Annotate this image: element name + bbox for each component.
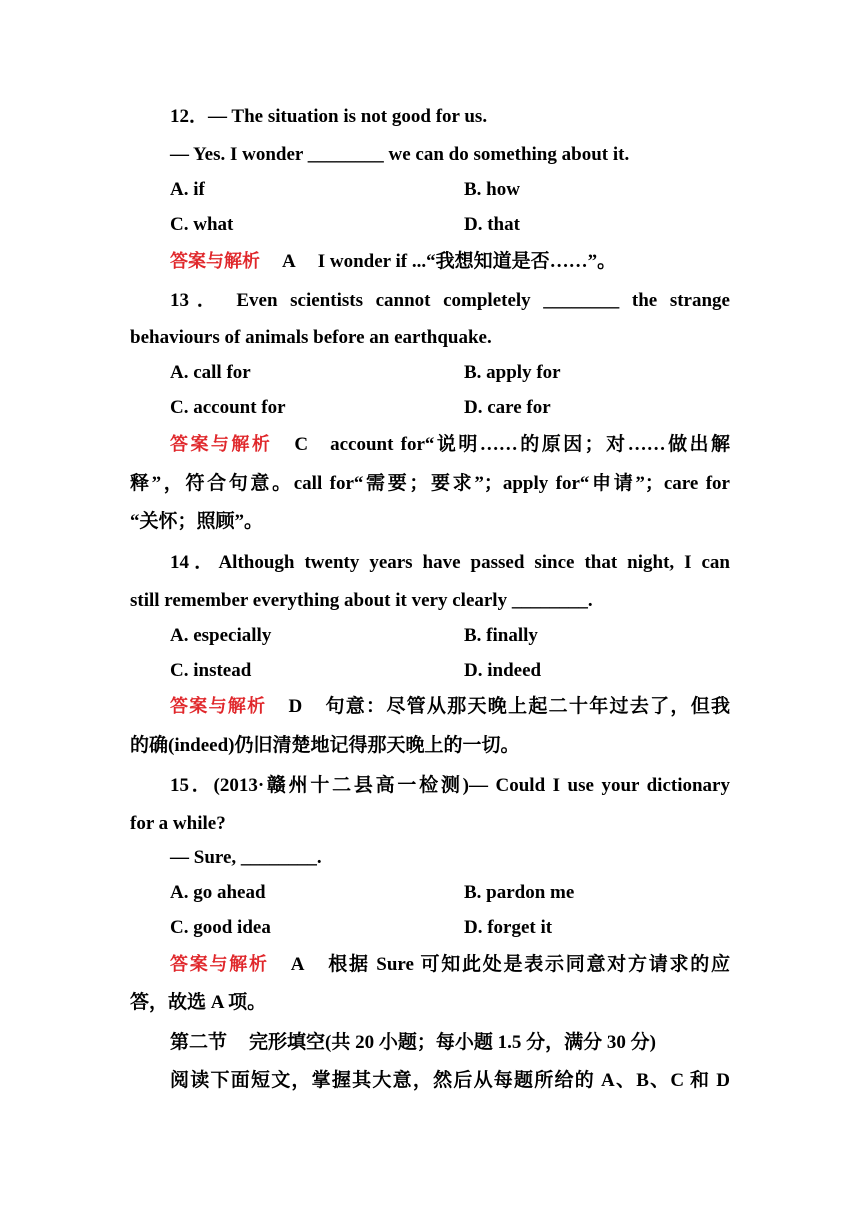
question-15-stem-line3: — Sure, ________. — [170, 847, 322, 868]
section-heading — [170, 1031, 656, 1055]
question-14-option-c: C. instead — [170, 660, 252, 681]
question-15-stem: 15．(2013·赣州十二县高一检测)— Could I use your dictionary — [170, 775, 730, 796]
question-13-option-a: A. call for — [170, 362, 251, 383]
section-number: 第二节 — [170, 1032, 228, 1053]
question-13-option-c: C. account for — [170, 397, 286, 418]
question-14-stem: 14．Although twenty years have passed since that night, I can — [170, 552, 730, 573]
answer-label: 答案与解析 — [170, 251, 260, 272]
question-15-option-b: B. pardon me — [464, 882, 575, 903]
question-12-option-b: B. how — [464, 179, 520, 200]
answer-explanation: I wonder if ...“我想知道是否……”。 — [317, 251, 617, 272]
question-12-option-a: A. if — [170, 179, 205, 200]
question-15-option-a: A. go ahead — [170, 882, 266, 903]
question-12-answer — [170, 250, 616, 274]
answer-letter: D — [288, 696, 303, 717]
question-13-answer — [170, 433, 730, 457]
question-13-answer-line2: 释”，符合句意。call for“需要；要求”；apply for“申请”；care for — [130, 473, 730, 494]
answer-letter: A — [282, 251, 296, 272]
answer-explanation: 根据 Sure 可知此处是表示同意对方请求的应 — [326, 954, 730, 975]
question-15-stem-line2: for a while? — [130, 813, 226, 834]
section-title: 完形填空(共 20 小题；每小题 1.5 分，满分 30 分) — [249, 1032, 656, 1053]
question-12-option-c: C. what — [170, 214, 234, 235]
answer-label: 答案与解析 — [170, 434, 273, 455]
question-15-option-c: C. good idea — [170, 917, 271, 938]
question-14-option-d: D. indeed — [464, 660, 542, 681]
question-13-stem: 13． Even scientists cannot completely ________ the strange — [170, 290, 730, 311]
question-14-answer — [170, 695, 730, 719]
question-15-answer — [170, 953, 730, 977]
question-12-stem-line2: — Yes. I wonder ________ we can do something about it. — [170, 144, 630, 165]
question-14-stem-line2: still remember everything about it very clearly ________. — [130, 590, 593, 611]
question-12-stem: 12．— The situation is not good for us. — [170, 106, 488, 127]
question-14-option-a: A. especially — [170, 625, 272, 646]
answer-label: 答案与解析 — [170, 696, 267, 717]
answer-label: 答案与解析 — [170, 954, 269, 975]
question-13-option-d: D. care for — [464, 397, 551, 418]
question-14-option-b: B. finally — [464, 625, 538, 646]
answer-letter: A — [290, 954, 305, 975]
question-14-answer-line2: 的确(indeed)仍旧清楚地记得那天晚上的一切。 — [130, 735, 520, 756]
answer-explanation: account for“说明……的原因；对……做出解 — [330, 434, 730, 455]
answer-letter: C — [294, 434, 309, 455]
question-13-answer-line3: “关怀；照顾”。 — [130, 511, 264, 532]
question-15-option-d: D. forget it — [464, 917, 553, 938]
question-13-stem-line2: behaviours of animals before an earthquake. — [130, 327, 492, 348]
question-15-answer-line2: 答，故选 A 项。 — [130, 992, 267, 1013]
answer-explanation: 句意：尽管从那天晚上起二十年过去了，但我 — [324, 696, 730, 717]
question-13-option-b: B. apply for — [464, 362, 561, 383]
section-instruction: 阅读下面短文，掌握其大意，然后从每题所给的 A、B、C 和 D — [170, 1070, 730, 1091]
question-12-option-d: D. that — [464, 214, 520, 235]
